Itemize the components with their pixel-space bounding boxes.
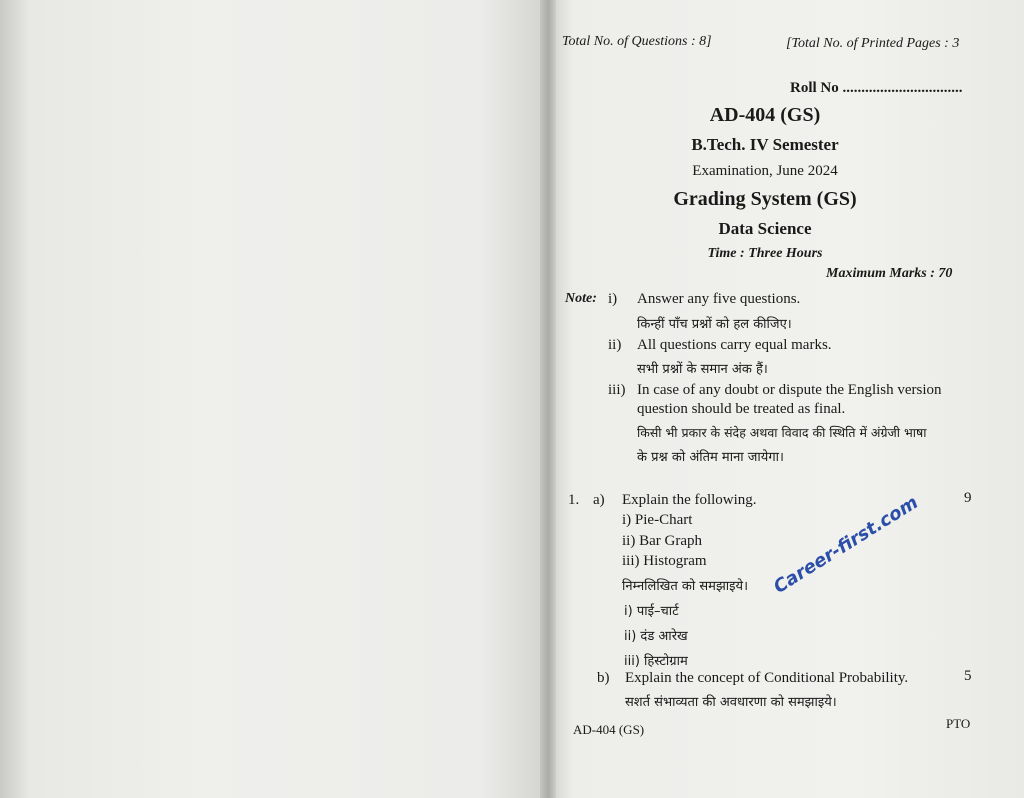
q1a-item-hi-1: i) पाई–चार्ट	[624, 604, 679, 619]
question-1a-label: a)	[593, 492, 605, 508]
note-3-hindi-line2: के प्रश्न को अंतिम माना जायेगा।	[637, 450, 784, 465]
maximum-marks: Maximum Marks : 70	[826, 266, 953, 281]
question-1a-marks: 9	[964, 490, 972, 506]
note-3-english-line2: question should be treated as final.	[637, 401, 846, 417]
grading-system: Grading System (GS)	[673, 188, 857, 210]
watermark-stamp: Career-first.com	[770, 492, 922, 598]
q1a-item-hi-2: ii) दंड आरेख	[624, 629, 688, 644]
note-2-english: All questions carry equal marks.	[637, 337, 832, 353]
note-2-hindi: सभी प्रश्नों के समान अंक हैं।	[637, 362, 768, 377]
note-1-hindi: किन्हीं पाँच प्रश्नों को हल कीजिए।	[637, 317, 792, 332]
note-label: Note:	[565, 291, 597, 306]
footer-pto: PTO	[946, 716, 971, 731]
note-3-hindi-line1: किसी भी प्रकार के संदेह अथवा विवाद की स्थिति में अंग्रेजी भाषा	[637, 425, 927, 440]
total-pages: [Total No. of Printed Pages : 3	[786, 36, 960, 51]
footer-paper-code: AD-404 (GS)	[573, 722, 645, 737]
book-gutter	[540, 0, 556, 798]
question-1b-hindi: सशर्त संभाव्यता की अवधारणा को समझाइये।	[625, 695, 837, 710]
course-name: B.Tech. IV Semester	[691, 135, 839, 154]
question-1-number: 1.	[568, 492, 580, 508]
exam-session: Examination, June 2024	[692, 163, 838, 179]
time-allowed: Time : Three Hours	[707, 246, 823, 261]
total-questions: Total No. of Questions : 8]	[562, 34, 712, 49]
q1a-hindi-instruction: निम्नलिखित को समझाइये।	[622, 579, 748, 594]
subject-name: Data Science	[718, 219, 812, 238]
paper-code: AD-404 (GS)	[709, 104, 821, 126]
note-1-number: i)	[608, 291, 618, 307]
question-1b-text: Explain the concept of Conditional Probability.	[625, 670, 909, 686]
question-1b-label: b)	[597, 670, 610, 686]
q1a-item-hi-3: iii) हिस्टोग्राम	[624, 654, 688, 669]
q1a-item-en-3: iii) Histogram	[622, 553, 707, 569]
question-1a-text: Explain the following.	[622, 492, 757, 508]
note-1-english: Answer any five questions.	[637, 291, 801, 307]
q1a-item-en-2: ii) Bar Graph	[622, 533, 702, 549]
question-1b-marks: 5	[964, 668, 972, 684]
note-2-number: ii)	[608, 337, 622, 353]
q1a-item-en-1: i) Pie-Chart	[622, 512, 693, 528]
roll-no: Roll No ................................	[790, 80, 963, 96]
note-3-english-line1: In case of any doubt or dispute the English version	[637, 382, 942, 398]
note-3-number: iii)	[608, 382, 626, 398]
